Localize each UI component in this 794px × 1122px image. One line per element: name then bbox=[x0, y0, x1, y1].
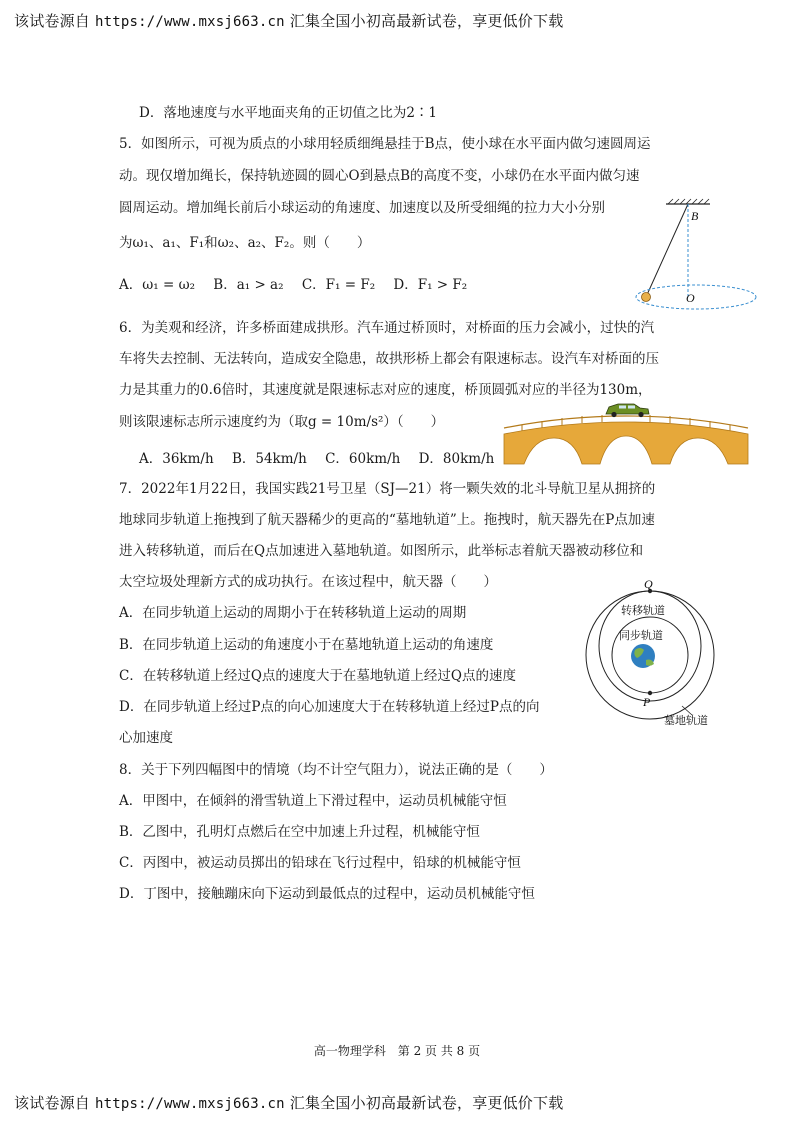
q6-line-4: 则该限速标志所示速度约为（取g = 10m/s²）（ ） bbox=[119, 414, 445, 430]
q8-option-d: D．丁图中，接触蹦床向下运动到最低点的过程中，运动员机械能守恒 bbox=[119, 886, 535, 902]
footer-page: 第 2 页 共 8 页 bbox=[397, 1044, 481, 1058]
label-graveyard-orbit: 墓地轨道 bbox=[664, 714, 708, 727]
q5-line-2: 动。现仅增加绳长，保持轨迹圆的圆心O到悬点B的高度不变，小球仍在水平面内做匀速 bbox=[119, 168, 640, 184]
banner-url[interactable]: https://www.mxsj663.cn bbox=[94, 14, 285, 30]
q6-options bbox=[139, 450, 494, 468]
banner-url[interactable]: https://www.mxsj663.cn bbox=[94, 1096, 285, 1112]
q6-line-3: 力是其重力的0.6倍时，其速度就是限速标志对应的速度，桥顶圆弧对应的半径为130m， bbox=[119, 382, 652, 398]
q7-option-d-cont: 心加速度 bbox=[119, 730, 173, 746]
q6-option-b: B．54km/h bbox=[231, 451, 307, 467]
footer-subject: 高一物理学科 bbox=[313, 1044, 386, 1058]
q5-option-a: A．ω₁ = ω₂ bbox=[119, 277, 195, 293]
page-footer bbox=[0, 1042, 794, 1059]
q7-line-2: 地球同步轨道上拖拽到了航天器稀少的更高的“墓地轨道”上。拖拽时，航天器先在P点加速 bbox=[119, 512, 655, 528]
q8-option-c: C．丙图中，被运动员掷出的铅球在飞行过程中，铅球的机械能守恒 bbox=[119, 855, 521, 871]
banner-prefix: 该试卷源自 bbox=[14, 12, 91, 30]
top-banner bbox=[14, 10, 563, 31]
string-line bbox=[646, 204, 688, 297]
banner-suffix: 汇集全国小初高最新试卷，享更低价下载 bbox=[289, 1094, 564, 1112]
q7-option-b: B．在同步轨道上运动的角速度小于在墓地轨道上运动的角速度 bbox=[119, 637, 494, 653]
q6-option-a: A．36km/h bbox=[139, 451, 214, 467]
q6-option-d: D．80km/h bbox=[418, 451, 495, 467]
q5-line-1: 5．如图所示，可视为质点的小球用轻质细绳悬挂于B点，使小球在水平面内做匀速圆周运 bbox=[119, 136, 651, 152]
q5-option-d: D．F₁ > F₂ bbox=[393, 277, 468, 293]
q6-line-1: 6．为美观和经济，许多桥面建成拱形。汽车通过桥顶时，对桥面的压力会减小，过快的汽 bbox=[119, 320, 655, 336]
q7-line-1: 7．2022年1月22日，我国实践21号卫星（SJ—21）将一颗失效的北斗导航卫星从拥挤的 bbox=[119, 481, 656, 497]
q7-option-d: D．在同步轨道上经过P点的向心加速度大于在转移轨道上经过P点的向 bbox=[119, 699, 540, 715]
q7-option-c: C．在转移轨道上经过Q点的速度大于在墓地轨道上经过Q点的速度 bbox=[119, 668, 516, 684]
banner-prefix: 该试卷源自 bbox=[14, 1094, 91, 1112]
label-p: P bbox=[643, 695, 651, 709]
q7-option-a: A．在同步轨道上运动的周期小于在转移轨道上运动的周期 bbox=[119, 605, 467, 621]
bridge-deck bbox=[504, 422, 748, 464]
q5-option-c: C．F₁ = F₂ bbox=[301, 277, 376, 293]
ball-icon bbox=[642, 293, 651, 302]
orbit-figure bbox=[584, 578, 744, 728]
banner-suffix: 汇集全国小初高最新试卷，享更低价下载 bbox=[289, 12, 564, 30]
pendulum-figure bbox=[630, 198, 760, 313]
label-q: Q bbox=[644, 577, 653, 591]
bridge-figure bbox=[502, 398, 750, 464]
label-transfer-orbit: 转移轨道 bbox=[621, 604, 665, 617]
orbit-ellipse bbox=[636, 285, 756, 309]
q5-options bbox=[119, 276, 467, 294]
q7-line-4: 太空垃圾处理新方式的成功执行。在该过程中，航天器（ ） bbox=[119, 574, 497, 590]
q7-line-3: 进入转移轨道，而后在Q点加速进入墓地轨道。如图所示，此举标志着航天器被动移位和 bbox=[119, 543, 644, 559]
q6-option-c: C．60km/h bbox=[325, 451, 401, 467]
q5-line-3: 圆周运动。增加绳长前后小球运动的角速度、加速度以及所受细绳的拉力大小分别 bbox=[119, 200, 605, 216]
label-sync-orbit: 同步轨道 bbox=[619, 629, 663, 642]
q6-line-2: 车将失去控制、无法转向，造成安全隐患，故拱形桥上都会有限速标志。设汽车对桥面的压 bbox=[119, 351, 659, 367]
q8-line-1: 8．关于下列四幅图中的情境（均不计空气阻力），说法正确的是（ ） bbox=[119, 762, 553, 778]
q5-option-b: B．a₁ > a₂ bbox=[213, 277, 284, 293]
label-o: O bbox=[686, 291, 695, 305]
car-icon bbox=[606, 404, 649, 417]
q8-option-a: A．甲图中，在倾斜的滑雪轨道上下滑过程中，运动员机械能守恒 bbox=[119, 793, 507, 809]
q5-line-4: 为ω₁、a₁、F₁和ω₂、a₂、F₂。则（ ） bbox=[119, 235, 371, 251]
q8-option-b: B．乙图中，孔明灯点燃后在空中加速上升过程，机械能守恒 bbox=[119, 824, 480, 840]
label-b: B bbox=[691, 209, 699, 223]
q4-option-d: D．落地速度与水平地面夹角的正切值之比为2∶1 bbox=[139, 105, 438, 121]
bottom-banner bbox=[14, 1092, 563, 1113]
